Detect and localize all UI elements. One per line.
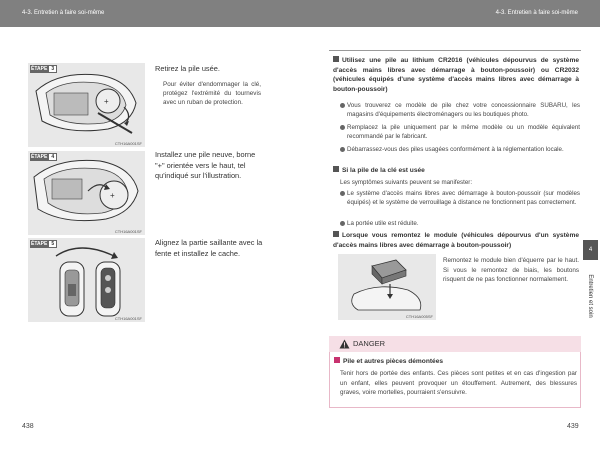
symptom-bullet-2: La portée utile est réduite. [340,219,580,228]
step-3-instruction: Retirez la pile usée. [155,64,220,73]
chapter-label: Entretien et soin [587,274,593,318]
module-reassembly-illustration [338,254,436,320]
square-bullet-icon [334,357,340,363]
step-3-figure [28,63,145,147]
cover-install-illustration [28,238,145,322]
battery-install-illustration [28,151,145,235]
svg-text:+: + [110,191,115,200]
figure-code: CTH16A001SF [114,316,142,321]
step-3-badge: ÉTAPE 3 [30,65,57,73]
battery-type-heading: Utilisez une pile au lithium CR2016 (véhicules dépourvus de système d'accès mains libres avec démarrage à bouton-poussoir) ou CR2032 (véhicules équipés d'une système d'accès mains libres avec démarrage à bouton-poussoir) [333,57,579,93]
key-battery-removal-illustration [28,63,145,147]
module-figure [338,254,436,320]
section-divider [329,50,581,51]
danger-text: Tenir hors de portée des enfants. Ces pièces sont petites et en cas d'ingestion par un enfant, elles peuvent provoquer un étouffement. Autrement, des blessures graves, voire mortelles, pourraient s'ensuivre. [340,370,577,396]
step-5-figure [28,238,145,322]
module-reassembly-heading: Lorsque vous remontez le module (véhicules dépourvus d'un système d'accès mains libres avec démarrage à bouton-poussoir) [333,232,579,249]
danger-title: Pile et autres pièces démontées [334,357,578,365]
left-page-header: 4-3. Entretien à faire soi-même [0,0,300,27]
symptoms-intro: Les symptômes suivants peuvent se manifester: [340,179,473,186]
module-reassembly-text: Remontez le module bien d'équerre par le haut. Si vous le remontez de biais, les boutons risquent de ne pas fonctionner normalement. [443,257,579,283]
danger-header [329,336,581,352]
step-4-instruction: Installez une pile neuve, borne "+" orientée vers le haut, tel qu'indiqué sur l'illustration. [155,150,256,180]
symptom-bullet-1: Le système d'accès mains libres avec démarrage à bouton-poussoir (sur modèles équipés) et le système de verrouillage à distance ne fonctionnent pas correctement. [340,189,580,207]
square-bullet-icon [333,166,339,172]
figure-code: CTH16A001SF [114,141,142,146]
battery-bullet-2: Remplacez la pile uniquement par le même modèle ou un modèle équivalent recommandé par le fabricant. [340,123,580,141]
step-5-instruction: Alignez la partie saillante avec la fente et installez le cache. [155,238,263,258]
square-bullet-icon [333,231,339,237]
chapter-tab: 4 [583,240,598,260]
step-4-badge: ÉTAPE 4 [30,153,57,161]
right-page-number: 439 [567,423,579,430]
svg-text:+: + [104,97,109,106]
figure-code: CTH16A001SF [114,229,142,234]
warning-triangle-icon [339,339,350,349]
step-4-figure [28,151,145,235]
battery-worn-heading: Si la pile de la clé est usée [333,166,579,176]
battery-bullet-3: Débarrassez-vous des piles usagées conformément à la réglementation locale. [340,145,580,154]
square-bullet-icon [333,56,339,62]
step-5-badge: ÉTAPE 5 [30,240,57,248]
step-3-note: Pour éviter d'endommager la clé, protégez l'extrémité du tournevis avec un ruban de protection. [163,81,261,106]
right-page-header: 4-3. Entretien à faire soi-même [300,0,600,27]
battery-bullet-1: Vous trouverez ce modèle de pile chez votre concessionnaire SUBARU, les magasins d'équipements électroménagers ou les boutiques photo. [340,101,580,119]
danger-label: DANGER [353,339,386,348]
figure-code: CTH16A005SF [405,314,433,319]
left-page-number: 438 [22,423,34,430]
